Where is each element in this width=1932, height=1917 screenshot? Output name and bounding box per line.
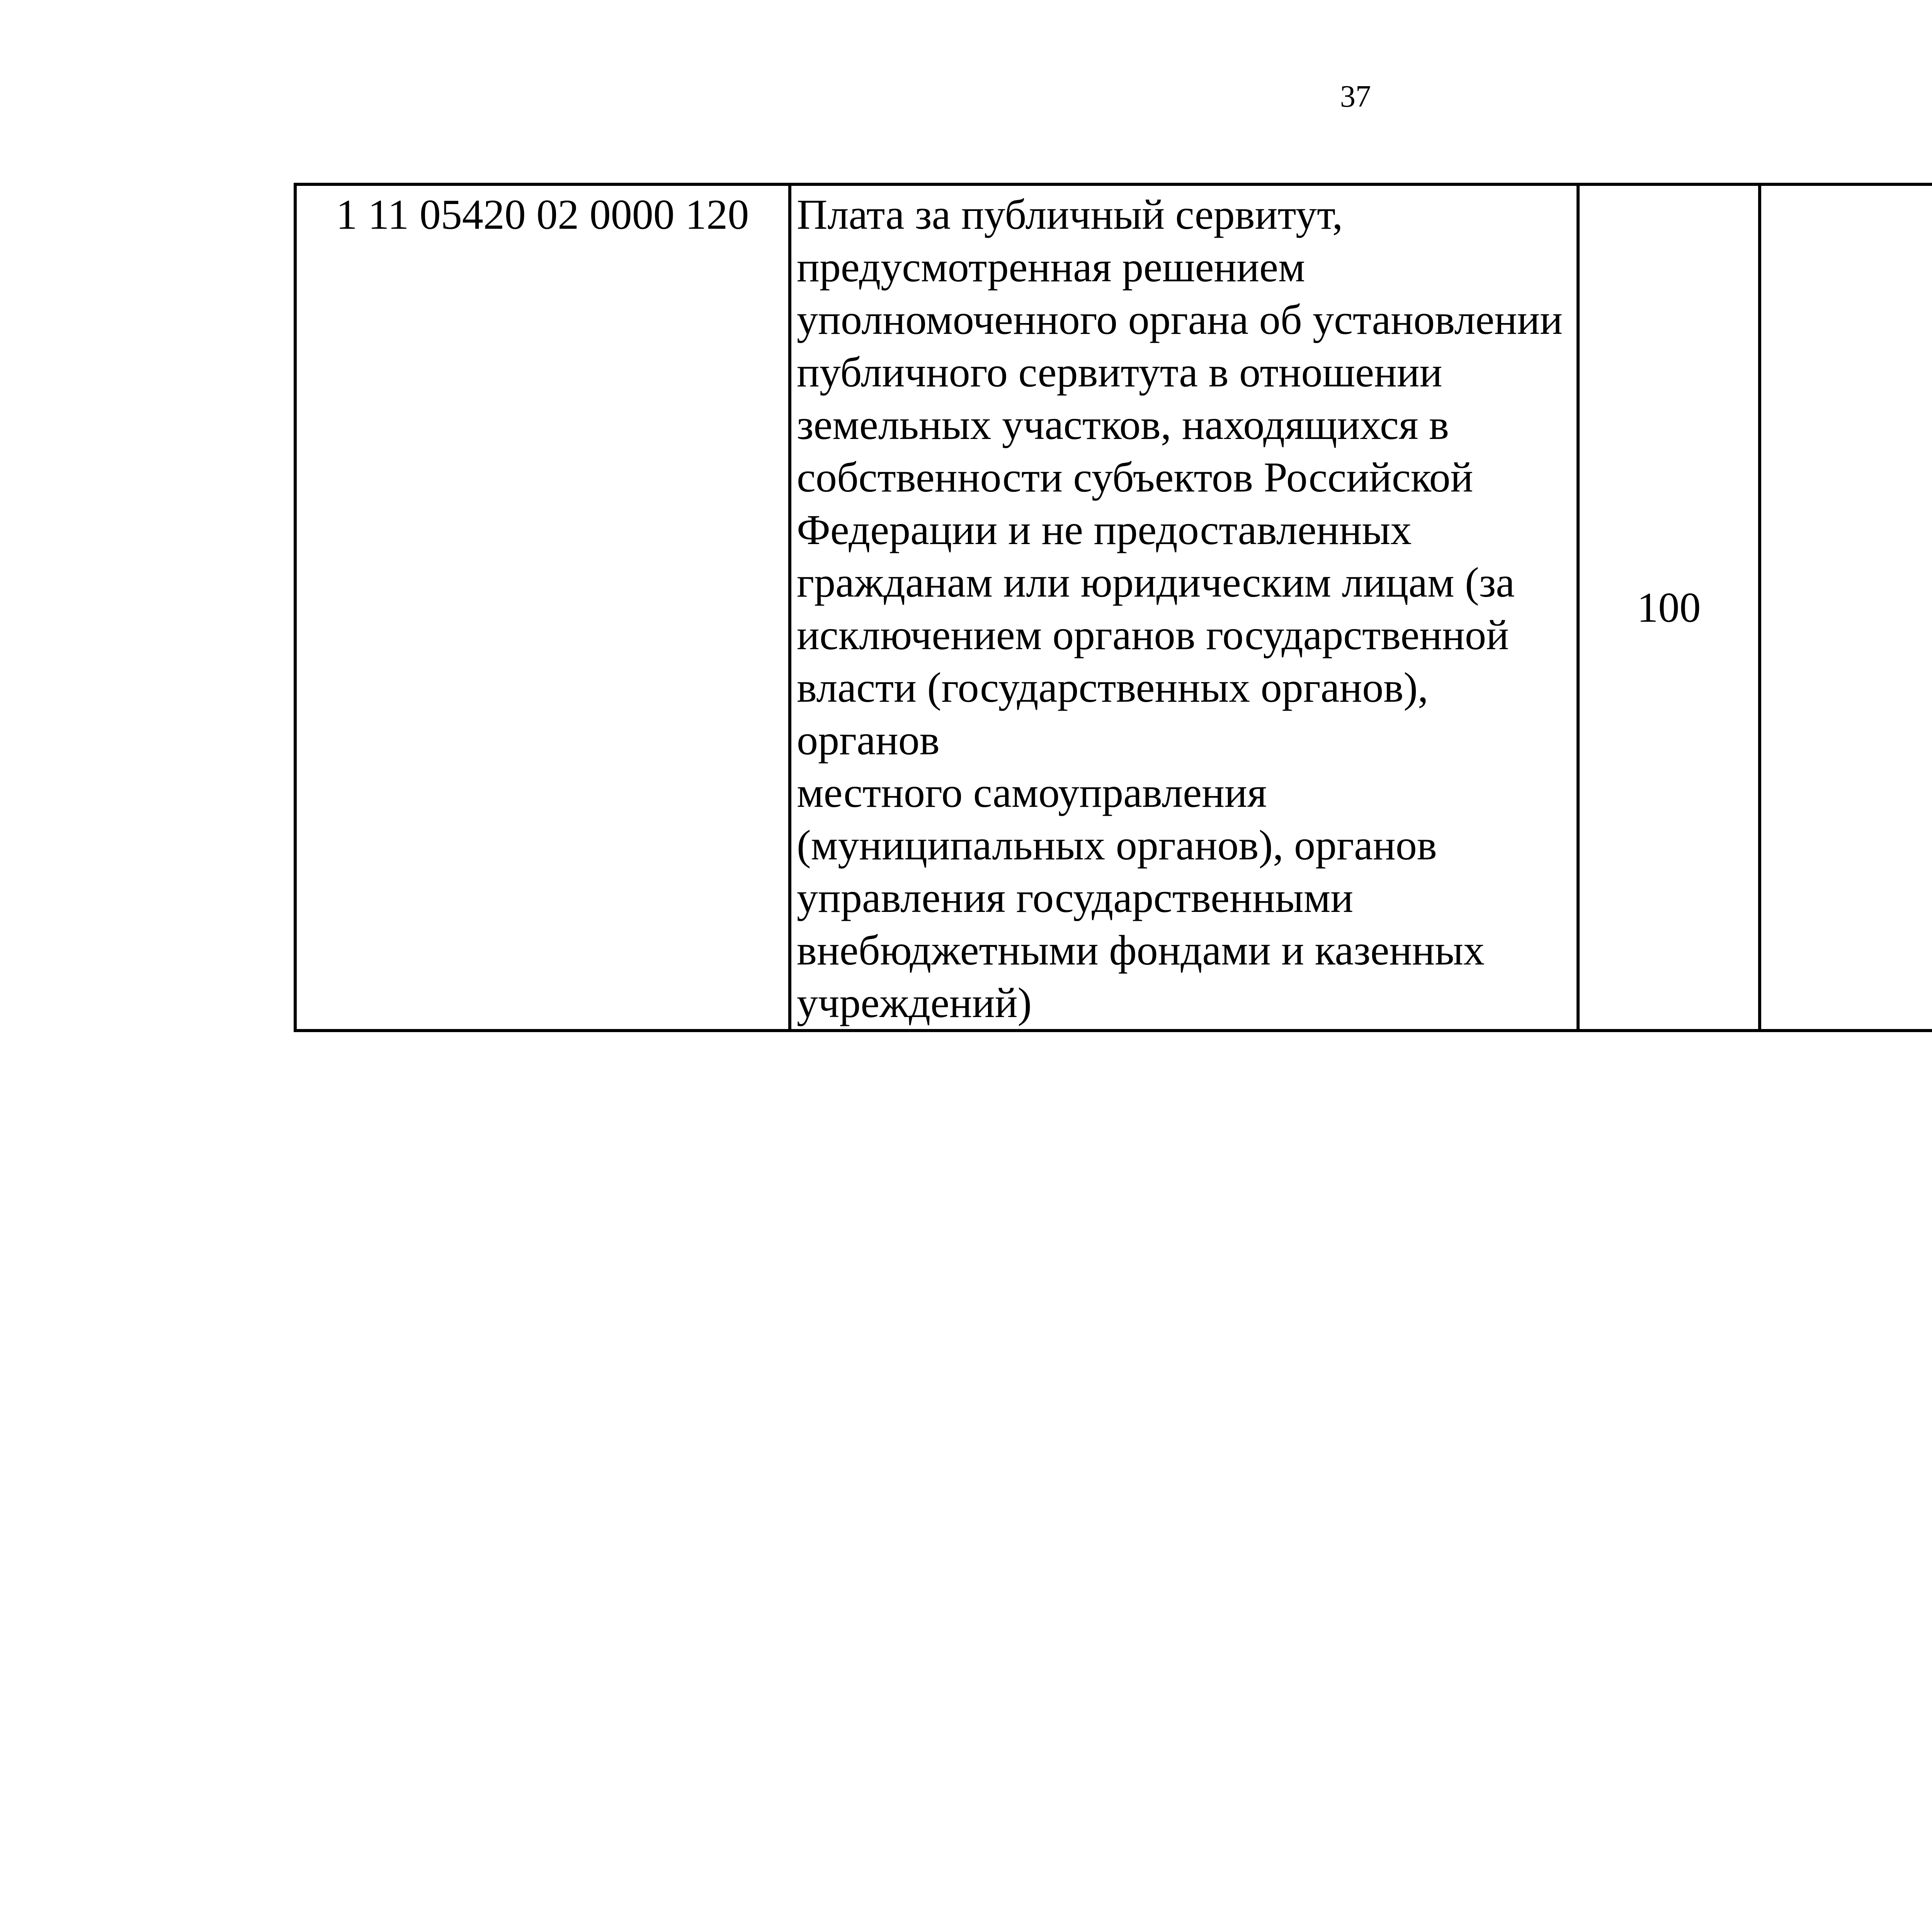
table-row [295,184,1932,1031]
revenue-table [294,183,1932,1032]
revenue-name-line: управления государственными [797,874,1354,921]
revenue-name-line: власти (государственных органов), органов [797,664,1429,764]
revenue-name-line: собственности субъектов Российской [797,454,1473,501]
revenue-name-line: Федерации и не предоставленных [797,506,1412,553]
revenue-name-line: уполномоченного органа об установлении [797,296,1563,343]
revenue-name-cell [790,184,1578,1031]
revenue-name-line: исключением органов государственной [797,611,1509,658]
revenue-name-line: учреждений) [797,979,1032,1026]
table-cell-col4 [1760,184,1932,1031]
revenue-name-line: предусмотренная решением [797,243,1305,291]
revenue-name-line: (муниципальных органов), органов [797,822,1437,869]
revenue-name-line: земельных участков, находящихся в [797,401,1449,448]
revenue-name-line: Плата за публичный сервитут, [797,191,1343,238]
revenue-name-line: внебюджетными фондами и казенных [797,927,1485,974]
revenue-code-cell: 1 11 05420 02 0000 120 [295,184,790,1031]
norm-percent-cell: 100 [1578,184,1760,1031]
revenue-name-line: публичного сервитута в отношении [797,349,1442,396]
revenue-name-line: гражданам или юридическим лицам (за [797,559,1515,606]
revenue-name-line: местного самоуправления [797,769,1267,816]
page-number: 37 [1340,80,1371,114]
